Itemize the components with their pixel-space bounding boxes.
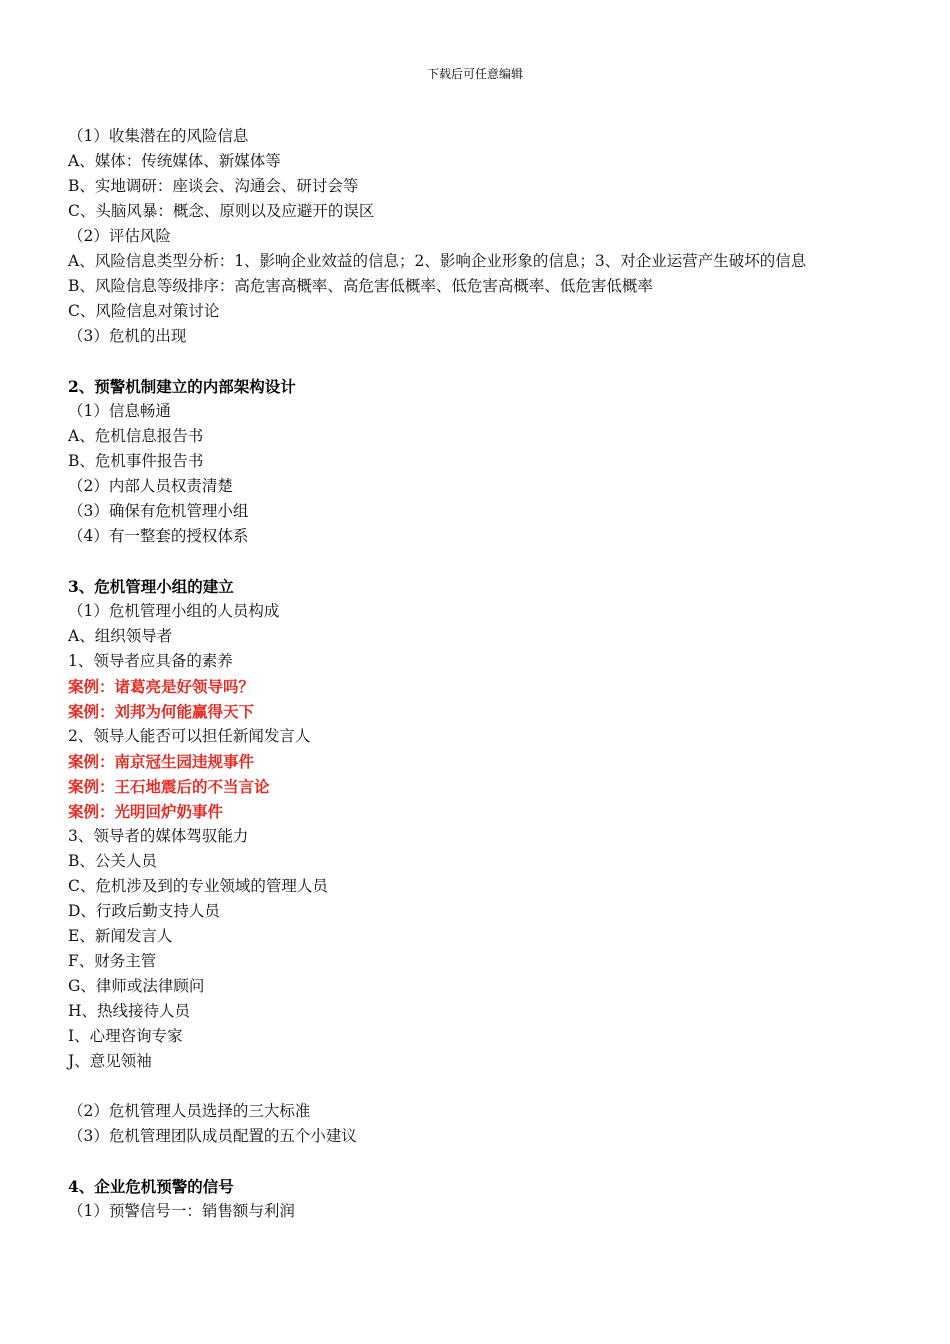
blank-line bbox=[68, 549, 928, 574]
text-line: （1）收集潜在的风险信息 bbox=[68, 127, 249, 145]
text-line: （4）有一整套的授权体系 bbox=[68, 527, 249, 545]
blank-line bbox=[68, 349, 928, 374]
blank-line bbox=[68, 1074, 928, 1099]
text-line: C、危机涉及到的专业领域的管理人员 bbox=[68, 877, 328, 895]
text-line: （1）预警信号一：销售额与利润 bbox=[68, 1202, 295, 1220]
page-header: 下载后可任意编辑 bbox=[426, 67, 523, 81]
text-line: B、危机事件报告书 bbox=[68, 452, 204, 470]
blank-line bbox=[68, 1149, 928, 1174]
text-line: E、新闻发言人 bbox=[68, 927, 173, 945]
case-example-line: 案例：刘邦为何能赢得天下 bbox=[68, 702, 255, 721]
text-line: A、组织领导者 bbox=[68, 627, 173, 645]
text-line: A、媒体：传统媒体、新媒体等 bbox=[68, 152, 281, 170]
text-line: （2）内部人员权责清楚 bbox=[68, 477, 233, 495]
text-line: H、热线接待人员 bbox=[68, 1002, 191, 1020]
case-example-line: 案例：诸葛亮是好领导吗？ bbox=[68, 677, 255, 696]
text-line: 3、领导者的媒体驾驭能力 bbox=[68, 827, 249, 845]
text-line: A、危机信息报告书 bbox=[68, 427, 204, 445]
section-heading: 3、危机管理小组的建立 bbox=[68, 577, 234, 596]
text-line: C、风险信息对策讨论 bbox=[68, 302, 220, 320]
text-line: （2）危机管理人员选择的三大标准 bbox=[68, 1102, 311, 1120]
text-line: F、财务主管 bbox=[68, 952, 157, 970]
text-line: 1、领导者应具备的素养 bbox=[68, 652, 233, 670]
section-heading: 2、预警机制建立的内部架构设计 bbox=[68, 377, 296, 396]
text-line: C、头脑风暴：概念、原则以及应避开的误区 bbox=[68, 202, 375, 220]
case-example-line: 案例：王石地震后的不当言论 bbox=[68, 777, 270, 796]
text-line: （3）危机的出现 bbox=[68, 327, 187, 345]
text-line: （1）危机管理小组的人员构成 bbox=[68, 602, 280, 620]
text-line: B、实地调研：座谈会、沟通会、研讨会等 bbox=[68, 177, 359, 195]
section-heading: 4、企业危机预警的信号 bbox=[68, 1177, 234, 1196]
text-line: （3）危机管理团队成员配置的五个小建议 bbox=[68, 1127, 357, 1145]
text-line: J、意见领袖 bbox=[68, 1052, 152, 1070]
text-line: B、风险信息等级排序：高危害高概率、高危害低概率、低危害高概率、低危害低概率 bbox=[68, 277, 653, 295]
text-line: A、风险信息类型分析：1、影响企业效益的信息；2、影响企业形象的信息；3、对企业运营产生破坏的信息 bbox=[68, 252, 807, 270]
text-line: （2）评估风险 bbox=[68, 227, 171, 245]
text-line: G、律师或法律顾问 bbox=[68, 977, 205, 995]
text-line: B、公关人员 bbox=[68, 852, 157, 870]
text-line: D、行政后勤支持人员 bbox=[68, 902, 220, 920]
text-line: （3）确保有危机管理小组 bbox=[68, 502, 249, 520]
text-line: 2、领导人能否可以担任新闻发言人 bbox=[68, 727, 311, 745]
case-example-line: 案例：光明回炉奶事件 bbox=[68, 802, 224, 821]
text-line: I、心理咨询专家 bbox=[68, 1027, 183, 1045]
document-body bbox=[68, 124, 928, 1224]
text-line: （1）信息畅通 bbox=[68, 402, 171, 420]
case-example-line: 案例：南京冠生园违规事件 bbox=[68, 752, 255, 771]
